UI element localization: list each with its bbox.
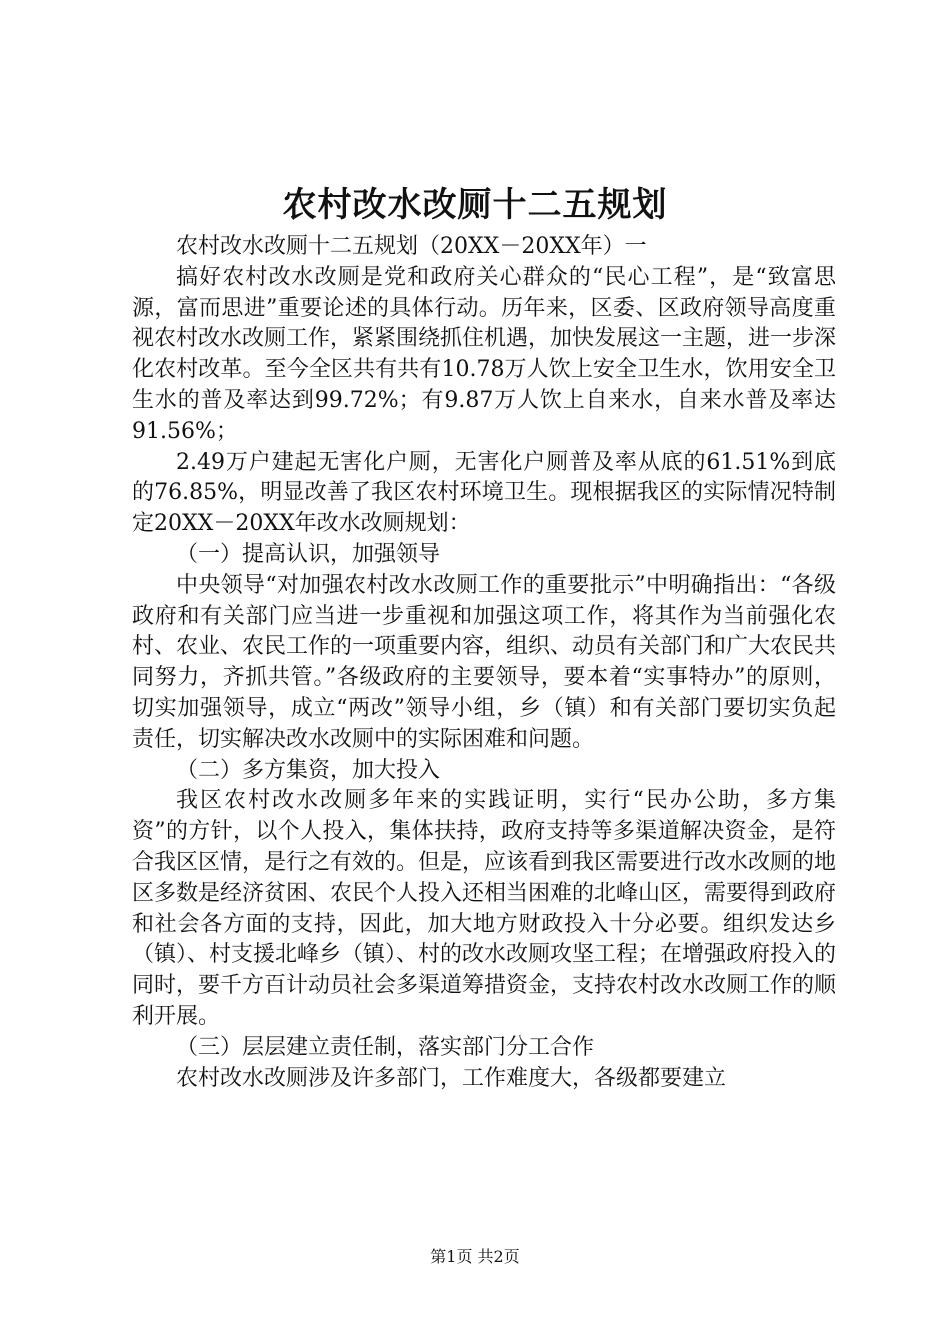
document-title: 农村改水改厕十二五规划 xyxy=(282,185,668,225)
paragraph-section-2: 我区农村改水改厕多年来的实践证明，实行“民办公助，多方集资”的方针，以个人投入，集体扶持，政府支持等多渠道解决资金，是符合我区区情，是行之有效的。但是，应该看到我区需要进行改水改厕的地区多数是经济贫困、农民个人投入还相当困难的北峰山区，需要得到政府和社会各方面的支持，因此，加大地方财政投入十分必要。组织发达乡（镇）、村支援北峰乡（镇）、村的改水改厕攻坚工程；在增强政府投入的同时，要千方百计动员社会多渠道筹措资金，支持农村改水改厕工作的顺利开展。 xyxy=(132,788,837,1029)
section-heading-2: （二）多方集资，加大投入 xyxy=(176,757,441,783)
paragraph-toilet-stats: 2.49万户建起无害化户厕，无害化户厕普及率从底的61.51%到底的76.85%，明显改善了我区农村环境卫生。现根据我区的实际情况特制定20XX－20XX年改水改厕规划： xyxy=(132,449,836,537)
document-body xyxy=(132,232,836,1094)
paragraph-subtitle: 农村改水改厕十二五规划（20XX－20XX年）一 xyxy=(176,234,647,259)
section-heading-3: （三）层层建立责任制，落实部门分工合作 xyxy=(176,1034,595,1060)
page-number-footer: 第1页 共2页 xyxy=(430,1247,520,1266)
section-heading-1: （一）提高认识，加强领导 xyxy=(176,541,441,567)
paragraph-section-1: 中央领导“对加强农村改水改厕工作的重要批示”中明确指出：“各级政府和有关部门应当进一步重视和加强这项工作，将其作为当前强化农村、农业、农民工作的一项重要内容，组织、动员有关部门和广大农民共同努力，齐抓共管。”各级政府的主要领导，要本着“实事特办”的原则，切实加强领导，成立“两改”领导小组，乡（镇）和有关部门要切实负起责任，切实解决改水改厕中的实际困难和问题。 xyxy=(132,572,837,752)
paragraph-section-3: 农村改水改厕涉及许多部门，工作难度大，各级都要建立 xyxy=(176,1065,727,1091)
paragraph-intro: 搞好农村改水改厕是党和政府关心群众的“民心工程”，是“致富思源，富而思进”重要论述的具体行动。历年来，区委、区政府领导高度重视农村改水改厕工作，紧紧围绕抓住机遇，加快发展这一主题，进一步深化农村改革。至今全区共有共有10.78万人饮上安全卫生水，饮用安全卫生水的普及率达到99.72%；有9.87万人饮上自来水，自来水普及率达91.56%； xyxy=(132,264,837,444)
